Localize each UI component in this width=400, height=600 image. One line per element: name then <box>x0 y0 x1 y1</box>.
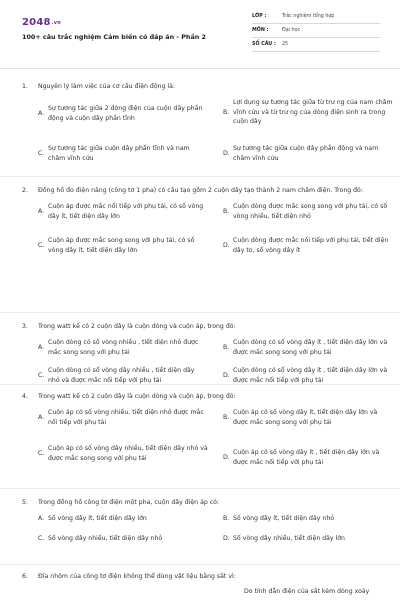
option-letter: C. <box>38 449 45 457</box>
question-divider <box>0 176 400 177</box>
option-text: Cuộn dòng có số vòng dây nhiều , tiết diện dây nhỏ và được mắc nối tiếp với phụ tải <box>48 367 195 384</box>
meta-key: LỚP : <box>252 13 267 19</box>
option-a[interactable] <box>38 408 208 427</box>
document-title: 100+ câu trắc nghiệm Cảm biến có đáp án - Phần 2 <box>22 33 206 41</box>
option-a[interactable] <box>38 338 208 357</box>
option-c[interactable] <box>38 236 208 255</box>
option-text: Do tính dẫn điện của sắt kém dòng xoáy <box>244 588 370 595</box>
options-grid <box>38 338 388 390</box>
options-grid <box>38 202 389 268</box>
option-letter: B. <box>223 343 230 351</box>
options-grid <box>38 514 382 550</box>
option-letter: A. <box>38 109 45 117</box>
meta-key: SỐ CÂU : <box>252 41 276 47</box>
option-d[interactable] <box>223 448 393 467</box>
option-a[interactable] <box>38 104 208 123</box>
question-head <box>22 186 382 195</box>
header-divider <box>0 68 400 69</box>
question-head <box>22 392 382 401</box>
options-grid <box>38 408 382 484</box>
meta-row-subject <box>252 24 380 38</box>
meta-value: 25 <box>282 41 289 47</box>
option-text: Cuộn áp được mắc nối tiếp với phụ tải, có số vòng dây ít, tiết diện dây lớn <box>48 203 204 220</box>
document-header <box>0 0 400 68</box>
option-text: Cuộn dòng được mắc song song với phụ tải, có số vòng nhiều, tiết diện nhỏ <box>233 203 388 220</box>
question-head <box>22 82 382 91</box>
option-letter: D. <box>223 371 230 379</box>
option-b[interactable] <box>223 514 393 524</box>
option-a[interactable] <box>38 514 208 524</box>
option-text: Cuộn dòng có số vòng dây ít , tiết diện dây lớn và được mắc song song với phụ tải <box>233 339 388 356</box>
option-text: Cuộn dòng có số vòng dây ít , tiết diện dây lớn và được mắc nối tiếp với phụ tải <box>233 367 388 384</box>
options-grid <box>38 587 382 597</box>
meta-value: Đại học <box>282 27 301 33</box>
option-partial[interactable] <box>244 587 400 597</box>
question-divider <box>0 564 400 565</box>
question-5 <box>22 498 382 550</box>
option-letter: A. <box>38 343 45 351</box>
question-number: 4. <box>22 393 28 400</box>
option-text: Cuộn áp có số vòng dây nhiều, tiết diện dây nhỏ và được mắc song song với phụ tải <box>48 445 208 462</box>
option-letter: B. <box>223 413 230 421</box>
meta-table <box>252 10 380 52</box>
option-letter: B. <box>223 207 230 215</box>
option-letter: C. <box>38 241 45 249</box>
option-letter: C. <box>38 535 45 543</box>
option-text: Cuộn dòng được mắc nối tiếp với phụ tải, tiết diện dây to, số vòng dây ít <box>233 237 389 254</box>
option-text: Cuộn áp có số vòng nhiều, tiết diện nhỏ được mắc nối tiếp với phụ tải <box>48 409 204 426</box>
option-text: Số vòng dây nhiều, tiết diện dây nhỏ <box>48 535 163 542</box>
options-grid <box>38 98 393 176</box>
question-number: 5. <box>22 499 28 506</box>
option-text: Số vòng dây ít, tiết diện dây lớn <box>48 515 147 522</box>
option-d[interactable] <box>223 144 393 163</box>
option-letter: C. <box>38 371 45 379</box>
option-c[interactable] <box>38 366 208 385</box>
option-text: Số vòng dây nhiều, tiết diện dây lớn <box>233 535 345 542</box>
question-4 <box>22 392 382 484</box>
site-logo[interactable] <box>22 15 61 30</box>
option-text: Số vòng dây ít, tiết diện dây nhỏ <box>233 515 335 522</box>
option-b[interactable] <box>223 338 393 357</box>
option-c[interactable] <box>38 444 208 463</box>
option-letter: A. <box>38 413 45 421</box>
option-letter: D. <box>223 241 230 249</box>
question-divider <box>0 384 400 385</box>
option-b[interactable] <box>223 408 393 427</box>
option-letter: A. <box>38 207 45 215</box>
option-text: Sự tương tác giữa cuộn dây phần động và nam châm vĩnh cửu <box>233 145 379 162</box>
option-d[interactable] <box>223 236 393 255</box>
question-number: 2. <box>22 187 28 194</box>
option-b[interactable] <box>223 202 393 221</box>
option-a[interactable] <box>38 202 208 221</box>
option-letter: C. <box>38 149 45 157</box>
question-3 <box>22 322 388 390</box>
question-6 <box>22 572 382 597</box>
option-letter: D. <box>223 535 230 543</box>
question-text: Trong đồng hồ công tơ điện một pha, cuộn dây điện áp có: <box>38 499 220 506</box>
option-text: Cuộn áp có số vòng dây ít, tiết diện dây lớn và được mắc song song với phụ tải <box>233 409 378 426</box>
question-head <box>22 498 382 507</box>
option-d[interactable] <box>223 366 393 385</box>
question-number: 3. <box>22 323 28 330</box>
logo-tld: .vn <box>51 20 61 26</box>
option-c[interactable] <box>38 144 208 163</box>
option-text: Cuộn áp được mắc song song với phụ tải, có số vòng dây ít, tiết diện dây lớn <box>48 237 195 254</box>
option-letter: D. <box>223 149 230 157</box>
question-number: 1. <box>22 83 28 90</box>
question-head <box>22 572 382 581</box>
question-head <box>22 322 382 331</box>
question-text: Trong watt kế có 2 cuộn dây là cuộn dòng và cuộn áp, trong đó: <box>38 393 236 400</box>
question-text: Trong watt kế có 2 cuộn dây là cuộn dòng và cuộn áp, trong đó: <box>38 323 236 330</box>
option-text: Sự tương tác giữa 2 dòng điện của cuộn dây phần động và cuộn dây phần tĩnh <box>48 105 203 122</box>
option-text: Cuộn dòng có số vòng nhiều , tiết diện nhỏ được mắc song song với phụ tải <box>48 339 199 356</box>
option-text: Lợi dụng sự tương tác giữa từ trư ng của nam châm vĩnh cửu và từ trư ng của dòng điện sinh ra trong cuộn dây <box>233 99 393 125</box>
meta-row-count <box>252 38 380 52</box>
meta-key: MÔN : <box>252 27 269 33</box>
question-1 <box>22 82 393 176</box>
option-b[interactable] <box>223 98 393 127</box>
option-letter: A. <box>38 515 45 523</box>
question-text: Đồng hồ đo điện năng (công tơ 1 pha) có cấu tạo gồm 2 cuộn dây tạo thành 2 nam châm điện. Trong đó: <box>38 187 363 194</box>
option-c[interactable] <box>38 534 208 544</box>
option-letter: B. <box>223 108 230 116</box>
question-2 <box>22 186 389 268</box>
question-text: Nguyên lý làm việc của cơ cấu điện động là: <box>38 83 176 90</box>
meta-row-class <box>252 10 380 24</box>
question-divider <box>0 312 400 313</box>
option-d[interactable] <box>223 534 393 544</box>
question-text: Đĩa nhôm của công tơ điện không thể dùng vật liệu bằng sắt vì: <box>38 573 236 580</box>
option-letter: D. <box>223 453 230 461</box>
question-divider <box>0 488 400 489</box>
option-text: Cuộn áp có số vòng dây ít , tiết diện dây lớn và được mắc nối tiếp với phụ tải <box>233 449 380 466</box>
option-text: Sự tương tác giữa cuộn dây phần tĩnh và nam châm vĩnh cửu <box>48 145 190 162</box>
logo-main: 2048 <box>22 17 51 28</box>
question-number: 6. <box>22 573 28 580</box>
option-letter: B. <box>223 515 230 523</box>
meta-value: Trắc nghiệm tổng hợp <box>282 13 335 19</box>
